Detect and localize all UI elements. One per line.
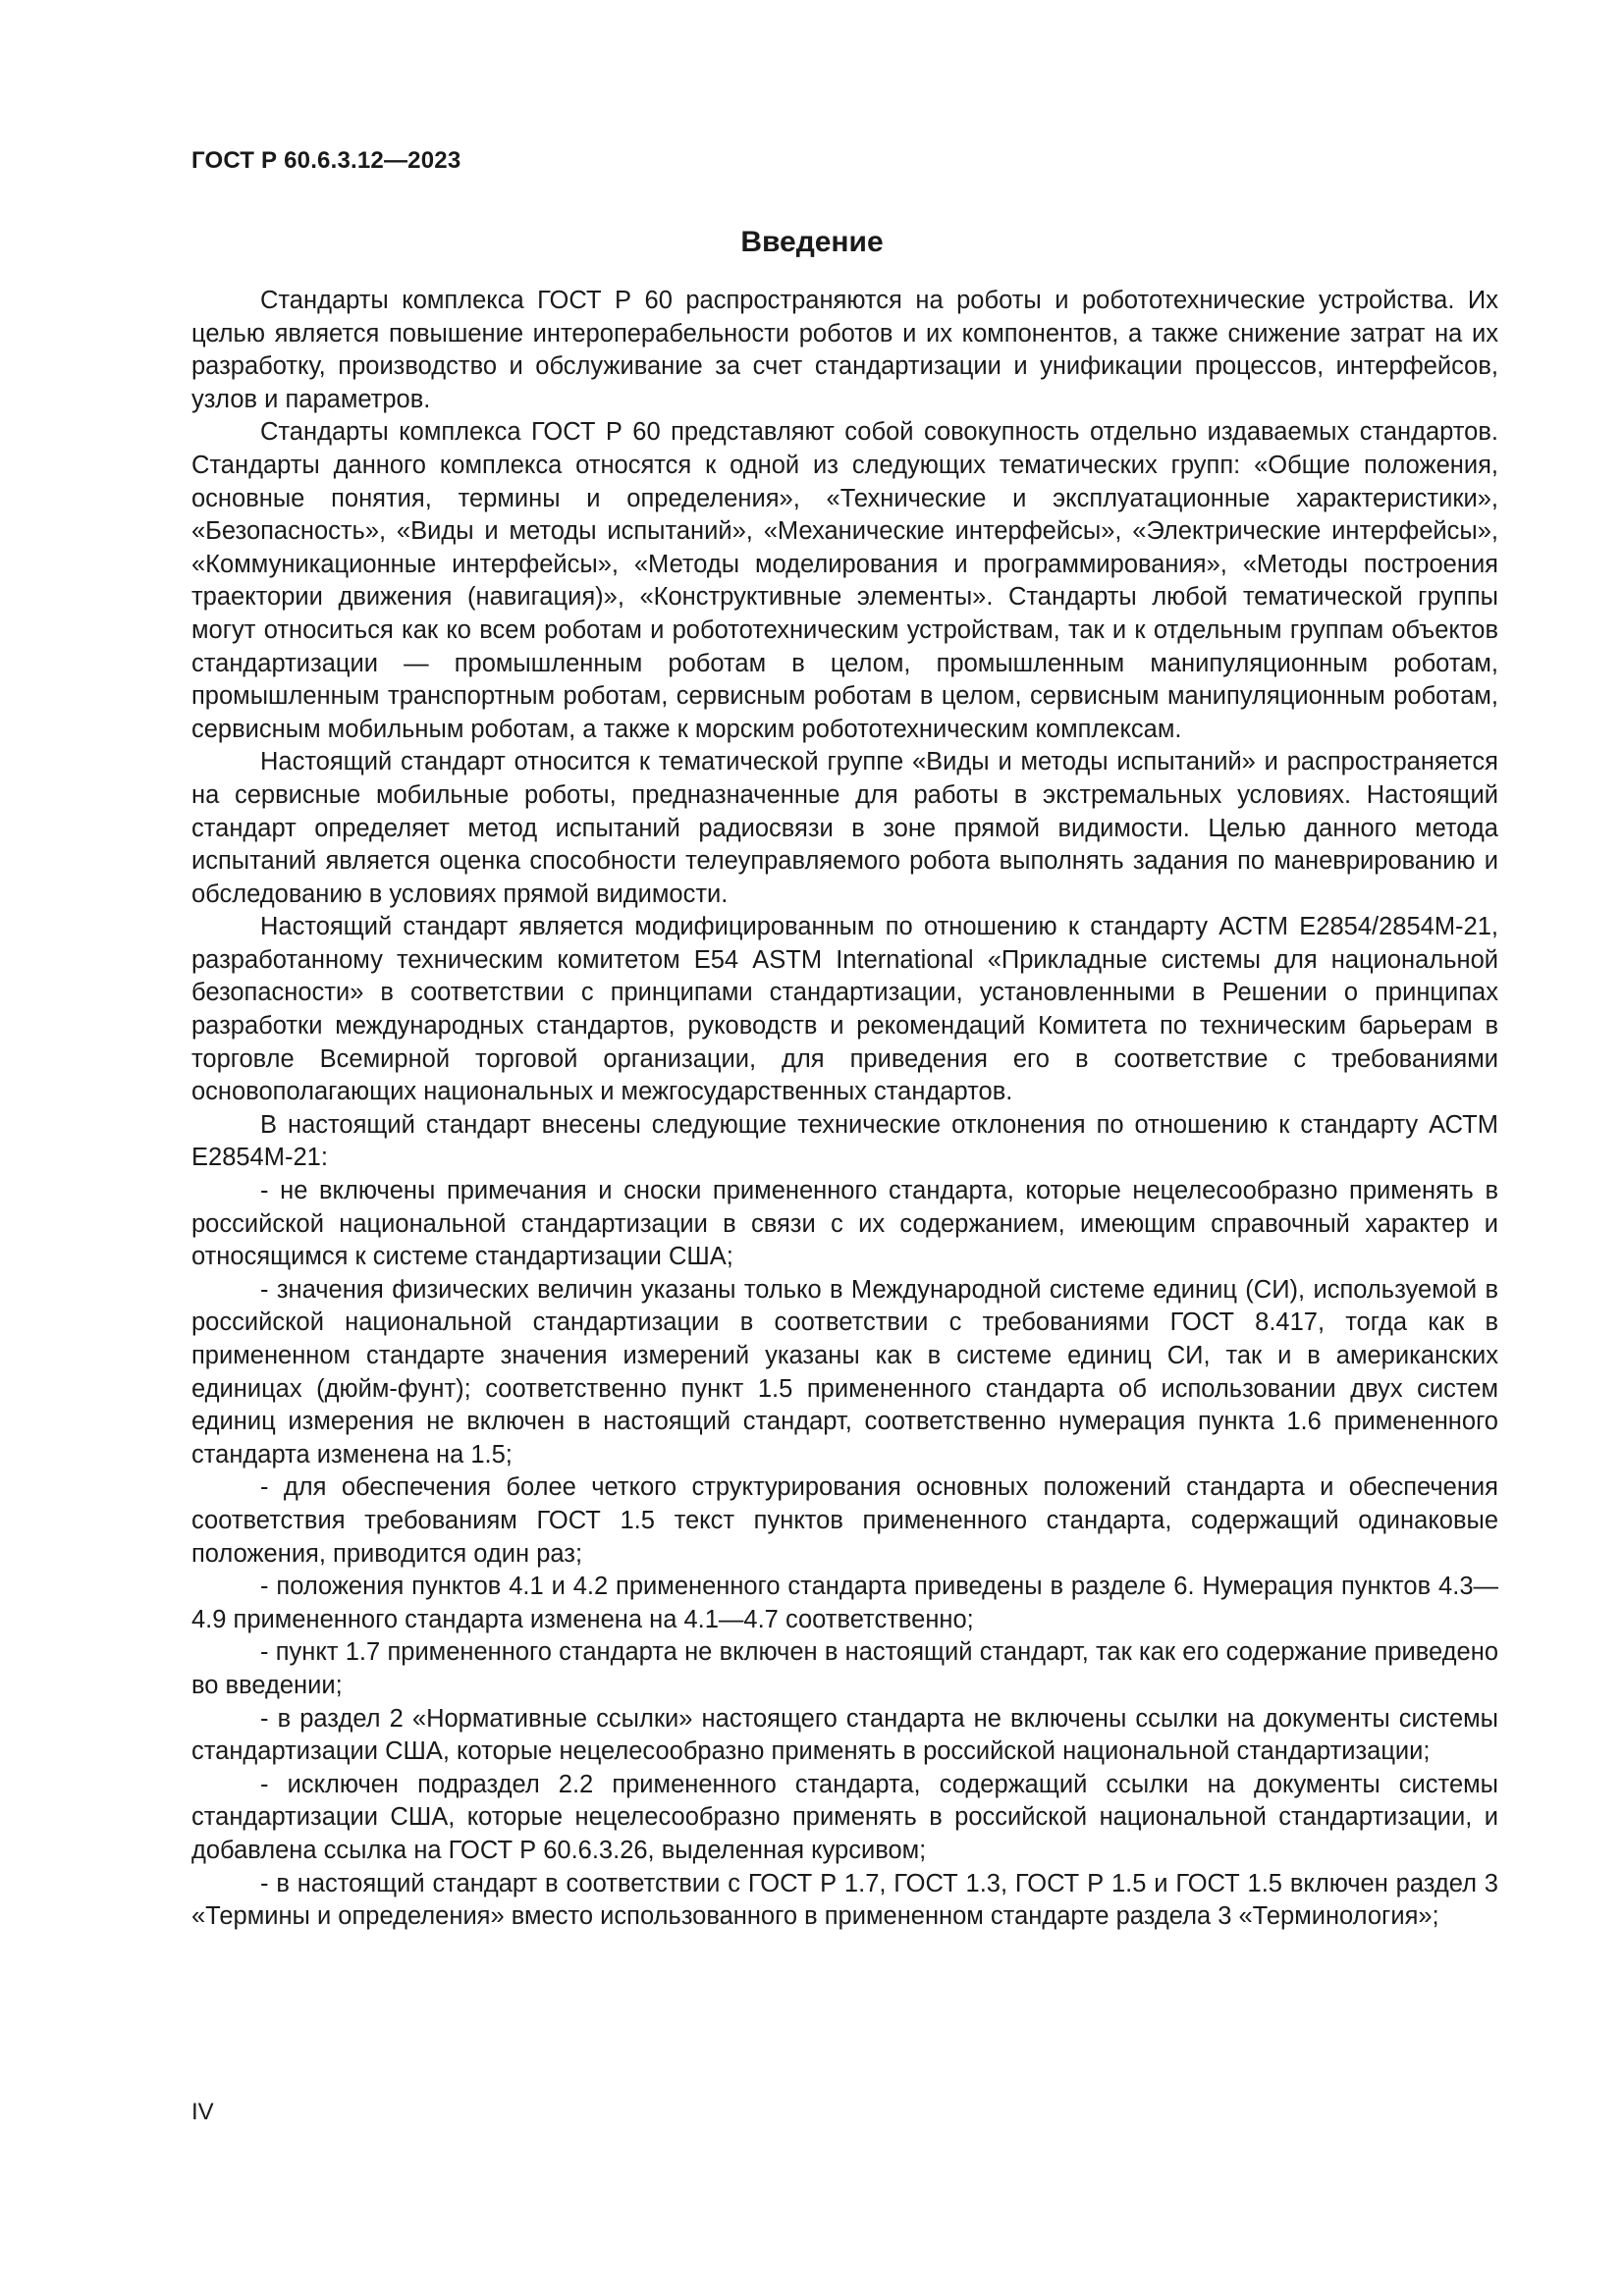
section-title: Введение xyxy=(740,226,884,258)
list-item: - положения пунктов 4.1 и 4.2 примененного стандарта приведены в разделе 6. Нумерация пунктов 4.3—4.9 примененного стандарта изменена на 4.1—4.7 соответственно; xyxy=(191,1573,1498,1633)
paragraph: Стандарты комплекса ГОСТ Р 60 распространяются на роботы и робототехнические устройства. Их целью является повышение интероперабельности роботов и их компонентов, а также снижение затрат на их разработку, производство и обслуживание за счет стандартизации и унификации процессов, интерфейсов, узлов и параметров. xyxy=(191,287,1498,413)
document-header-standard-id: ГОСТ Р 60.6.3.12—2023 xyxy=(191,147,461,174)
paragraph: Стандарты комплекса ГОСТ Р 60 представляют собой совокупность отдельно издаваемых стандартов. Стандарты данного комплекса относятся к одной из следующих тематических групп: «Общие положения, основные понятия, термины и определения», «Технические и эксплуатационные характеристики», «Безопасность», «Виды и методы испытаний», «Механические интерфейсы», «Электрические интерфейсы», «Коммуникационные интерфейсы», «Методы моделирования и программирования», «Методы построения траектории движения (навигация)», «Конструктивные элементы». Стандарты любой тематической группы могут относиться как ко всем роботам и робототехническим устройствам, так и к отдельным группам объектов стандартизации — промышленным роботам в целом, промышленным манипуляционным роботам, промышленным транспортным роботам, сервисным роботам в целом, сервисным манипуляционным роботам, сервисным мобильным роботам, а также к морским робототехническим комплексам. xyxy=(191,418,1498,743)
list-item: - значения физических величин указаны только в Международной системе единиц (СИ), используемой в российской национальной стандартизации в соответствии с требованиями ГОСТ 8.417, тогда как в примененном стандарте значения измерений указаны как в системе единиц СИ, так и в американских единицах (дюйм-фунт); соответственно пункт 1.5 примененного стандарта об использовании двух систем единиц измерения не включен в настоящий стандарт, соответственно нумерация пункта 1.6 примененного стандарта изменена на 1.5; xyxy=(191,1275,1498,1468)
list-item: - не включены примечания и сноски примененного стандарта, которые нецелесообразно применять в российской национальной стандартизации в связи с их содержанием, имеющим справочный характер и относящимся к системе стандартизации США; xyxy=(191,1177,1498,1271)
list-item: - для обеспечения более четкого структурирования основных положений стандарта и обеспечения соответствия требованиям ГОСТ 1.5 текст пунктов примененного стандарта, содержащий одинаковые положения, приводится один раз; xyxy=(191,1473,1498,1568)
list-item: - в раздел 2 «Нормативные ссылки» настоящего стандарта не включены ссылки на документы системы стандартизации США, которые нецелесообразно применять в российской национальной стандартизации; xyxy=(191,1704,1498,1766)
paragraph: В настоящий стандарт внесены следующие технические отклонения по отношению к стандарту АСТМ Е2854М-21: xyxy=(191,1110,1498,1172)
list-item: - исключен подраздел 2.2 примененного стандарта, содержащий ссылки на документы системы стандартизации США, которые нецелесообразно применять в российской национальной стандартизации, и добавлена ссылка на ГОСТ Р 60.6.3.26, выделенная курсивом; xyxy=(191,1770,1498,1864)
paragraph: Настоящий стандарт относится к тематической группе «Виды и методы испытаний» и распространяется на сервисные мобильные роботы, предназначенные для работы в экстремальных условиях. Настоящий стандарт определяет метод испытаний радиосвязи в зоне прямой видимости. Целью данного метода испытаний является оценка способности телеуправляемого робота выполнять задания по маневрированию и обследованию в условиях прямой видимости. xyxy=(191,748,1498,908)
paragraph: Настоящий стандарт является модифицированным по отношению к стандарту АСТМ Е2854/2854М-21, разработанному техническим комитетом Е54 ASTM International «Прикладные системы для национальной безопасности» в соответствии с принципами стандартизации, установленными в Решении о принципах разработки международных стандартов, руководств и рекомендаций Комитета по техническим барьерам в торговле Всемирной торговой организации, для приведения его в соответствие с требованиями основополагающих национальных и межгосударственных стандартов. xyxy=(191,913,1498,1106)
list-item: - в настоящий стандарт в соответствии с ГОСТ Р 1.7, ГОСТ 1.3, ГОСТ Р 1.5 и ГОСТ 1.5 включен раздел 3 «Термины и определения» вместо использованного в примененном стандарте раздела 3 «Терминология»; xyxy=(191,1869,1498,1931)
page-number: IV xyxy=(191,2099,214,2125)
body-text xyxy=(191,285,1498,1934)
list-item: - пункт 1.7 примененного стандарта не включен в настоящий стандарт, так как его содержание приведено во введении; xyxy=(191,1638,1498,1699)
